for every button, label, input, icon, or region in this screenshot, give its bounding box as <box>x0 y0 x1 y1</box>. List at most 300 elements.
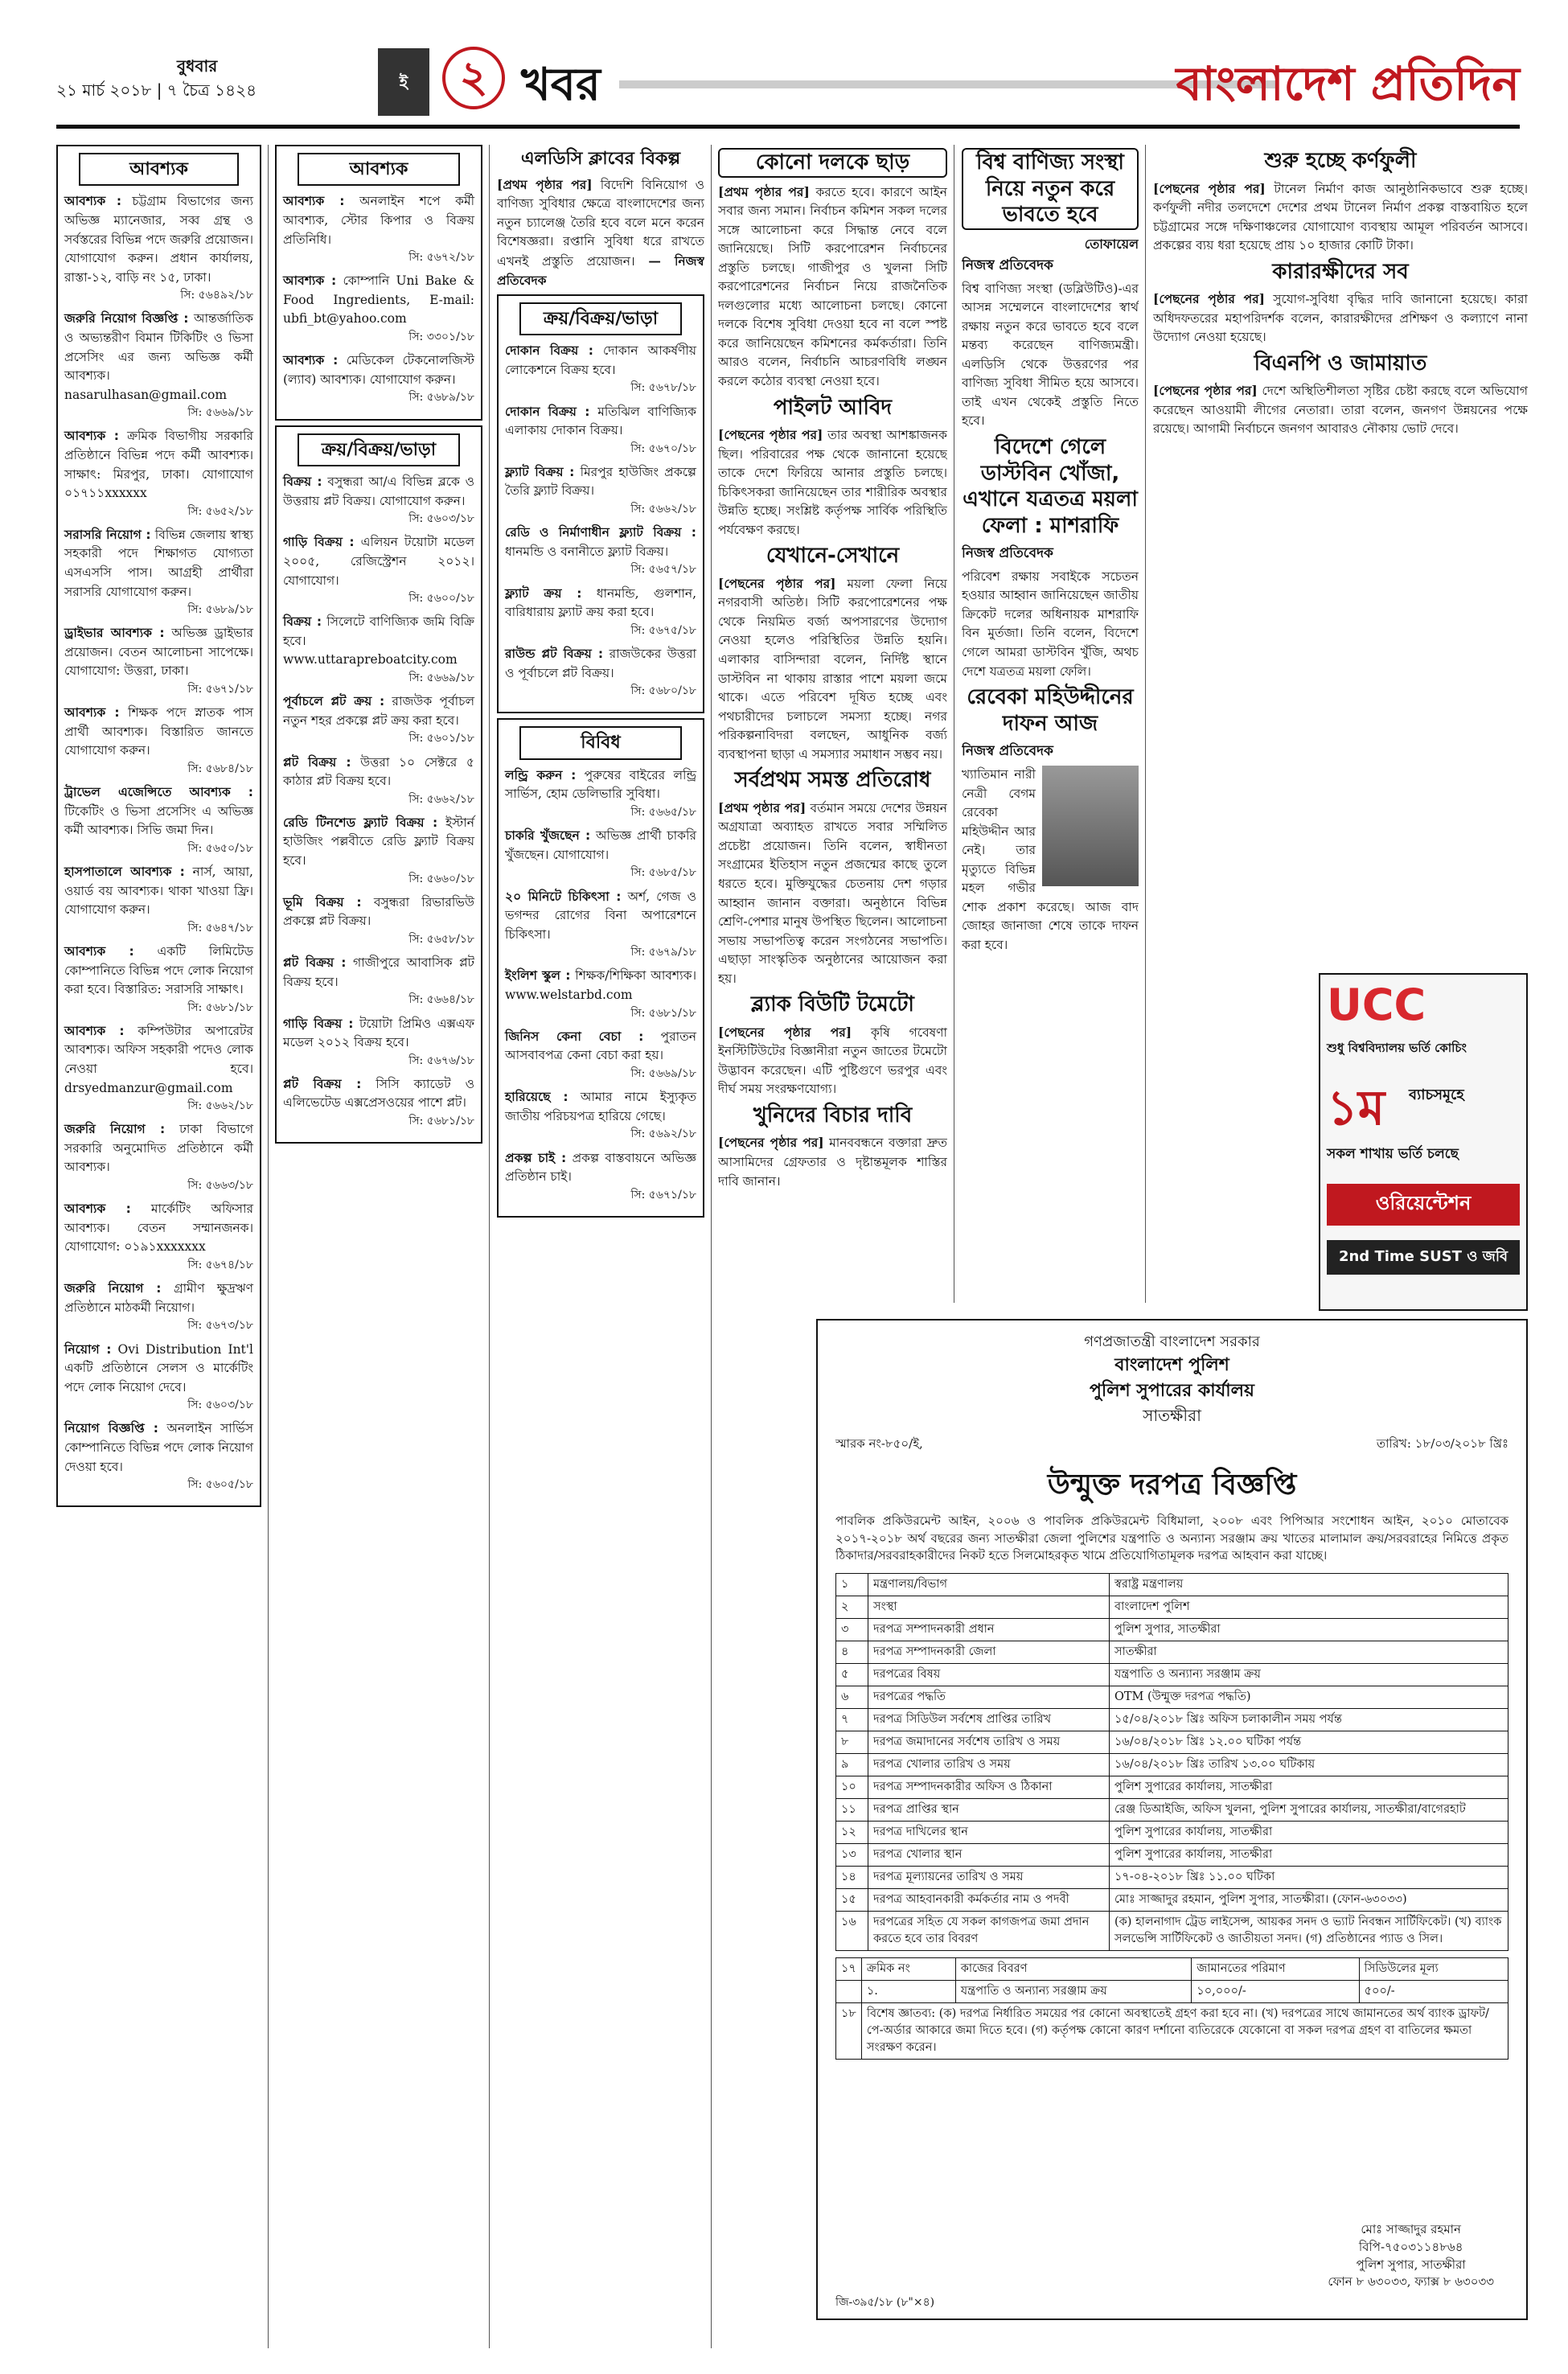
news-col-6 <box>1153 145 1528 965</box>
table-row <box>836 1867 1508 1889</box>
classified-ad <box>64 310 253 421</box>
ad-heading: লন্ড্রি করুন : <box>505 767 577 782</box>
ad-heading: ড্রাইভার আবশ্যক : <box>64 626 165 641</box>
cell: ৫ <box>836 1664 868 1686</box>
ad-orientation: ওরিয়েন্টেশন <box>1327 1184 1520 1226</box>
headline: বিশ্ব বাণিজ্য সংস্থা নিয়ে নতুন করে ভাবতে হবে <box>962 148 1139 230</box>
headline: খুনিদের বিচার দাবি <box>753 1103 913 1127</box>
classified-ad <box>64 704 253 778</box>
ad-text: Ovi Distribution Int'l একটি প্রতিষ্ঠানে সেলস ও মার্কেটিং পদে লোক নিয়োগ দেবে। <box>64 1341 253 1394</box>
ad-text: এলিয়ন টয়োটা মডেল ২০০৫, রেজিস্ট্রেশন ২০১২। যোগাযোগ। <box>283 535 474 588</box>
headline: সর্বপ্রথম সমস্ত প্রতিরোধ <box>734 768 931 793</box>
ad-text: গ্রামীণ ক্ষুদ্রঋণ প্রতিষ্ঠানে মাঠকর্মী নিয়োগ। <box>64 1281 253 1315</box>
ad-ref: সি: ৫৬৮১/১৮ <box>408 1115 474 1128</box>
ad-text: অভিজ্ঞ ড্রাইভার প্রয়োজন। বেতন আলোচনা সাপেক্ষে। যোগাযোগ: উত্তরা, ঢাকা। <box>64 626 253 679</box>
classified-ad <box>64 526 253 618</box>
ad-ref: সি: ৫৬৯২/১৮ <box>630 1127 696 1141</box>
ad-text: অভিজ্ঞ প্রার্থী চাকরি খুঁজছেন। যোগাযোগ। <box>505 828 696 862</box>
headline: ব্ল্যাক বিউটি টমেটো <box>751 992 914 1017</box>
page-number: ২ <box>442 47 505 109</box>
classified-ad <box>283 754 474 808</box>
ad-text: কোম্পানি Uni Bake & Food Ingredients, E-mail: ubfi_bt@yahoo.com <box>283 273 475 327</box>
ad-text: ঢাকা বিভাগে সরকারি অনুমোদিত প্রতিষ্ঠানে কর্মী আবশ্যক। <box>64 1122 253 1175</box>
lead: [প্রথম পৃষ্ঠার পর] <box>718 183 810 199</box>
office-name: পুলিশ সুপারের কার্যালয় <box>1089 1380 1255 1401</box>
reporter: নিজস্ব প্রতিবেদক <box>962 257 1053 273</box>
cell: যন্ত্রপাতি ও অন্যান্য সরঞ্জাম ক্রয় <box>1110 1664 1508 1686</box>
cell: দরপত্র সম্পাদনকারীর অফিস ও ঠিকানা <box>868 1776 1110 1799</box>
cell: সাতক্ষীরা <box>1110 1641 1508 1664</box>
ad-heading: ট্রাভেল এজেন্সিতে আবশ্যক : <box>64 785 253 800</box>
district-name: সাতক্ষীরা <box>1143 1405 1201 1425</box>
story-body: সুযোগ-সুবিধা বৃদ্ধির দাবি জানানো হয়েছে। কারা অধিদফতরের মহাপরিদর্শক বলেন, কারারক্ষীদের প্রশিক্ষণ ও কল্যাণে নানা উদ্যোগ নেওয়া হয়েছে। <box>1153 292 1528 345</box>
ad-text: পুরাতন আসবাবপত্র কেনা বেচা করা হয়। <box>505 1029 696 1063</box>
cell: দরপত্র দাখিলের স্থান <box>868 1822 1110 1844</box>
cell: সংস্থা <box>868 1596 1110 1619</box>
classified-box <box>275 145 482 421</box>
ad-ref: সি: ৫৬৬৫/১৮ <box>630 805 696 819</box>
ad-ref: সি: ৫৬৬২/১৮ <box>187 1099 253 1113</box>
ad-text: কম্পিউটার অপারেটর আবশ্যক। অফিস সহকারী পদেও লোক নেওয়া হবে। drsyedmanzur@gmail.com <box>64 1023 253 1095</box>
box-title: ক্রয়/বিক্রয়/ভাড়া <box>519 302 682 335</box>
ad-text: পুরুষের বাইরের লন্ড্রি সার্ভিস, হোম ডেলিভারি সুবিধা। <box>505 767 696 802</box>
ad-list <box>283 192 474 406</box>
classified-ad <box>505 967 696 1021</box>
classified-col-1 <box>56 145 261 2348</box>
ad-heading: বিক্রয় : <box>283 474 322 490</box>
ad-text: টিকেটিং ও ভিসা প্রসেসিং এ অভিজ্ঞ কর্মী আবশ্যক। সিভি জমা দিন। <box>64 803 253 838</box>
table-row <box>836 1664 1508 1686</box>
classified-ad <box>64 624 253 698</box>
cell: মন্ত্রণালয়/বিভাগ <box>868 1574 1110 1596</box>
classified-ad <box>283 533 474 607</box>
ad-ref: সি: ৫৬৭১/১৮ <box>630 1188 696 1201</box>
signatory-name: মোঃ সাজ্জাদুর রহমান <box>1361 2222 1461 2236</box>
classified-ad <box>505 766 696 821</box>
classified-ad <box>505 403 696 458</box>
ad-code: জি-৩৯৫/১৮ (৮"×৪) <box>835 2295 935 2309</box>
cell: মোঃ সাজ্জাদুর রহমান, পুলিশ সুপার, সাতক্ষীরা। (ফোন-৬৩০৩৩) <box>1110 1889 1508 1912</box>
classified-ad <box>64 1279 253 1334</box>
ad-ref: সি: ৫৬৭২/১৮ <box>408 251 474 265</box>
signatory-post: পুলিশ সুপার, সাতক্ষীরা <box>1356 2257 1466 2272</box>
ad-ref: সি: ৫৬০৫/১৮ <box>187 1478 253 1492</box>
byline: — নিজস্ব প্রতিবেদক <box>497 253 704 289</box>
ad-admission: সকল শাখায় ভর্তি চলছে <box>1327 1146 1459 1162</box>
ad-text: আন্তর্জাতিক ও অভ্যন্তরীণ বিমান টিকিটিং ও ভিসা প্রসেসিং এর জন্য অভিজ্ঞ কর্মী আবশ্যক। nasarulhasan@gmail.com <box>64 311 253 402</box>
cell: ৯ <box>836 1754 868 1776</box>
ad-heading: আবশ্যক : <box>64 943 134 959</box>
lead: [পেছনের পৃষ্ঠার পর] <box>718 427 823 443</box>
cell: ১৩ <box>836 1844 868 1867</box>
story-body: টানেল নির্মাণ কাজ আনুষ্ঠানিকভাবে শুরু হচ্ছে। কর্ণফুলী নদীর তলদেশে দেশের প্রথম টানেল নির্মাণ প্রকল্প বাস্তবায়িত হলে চট্টগ্রামের সঙ্গে দক্ষিণাঞ্চলের যোগাযোগ ব্যবস্থায় আমূল পরিবর্তন আসবে। প্রকল্পের ব্যয় ধরা হয়েছে প্রায় ১০ হাজার কোটি টাকা। <box>1153 181 1528 253</box>
story-body: খ্যাতিমান নারী নেত্রী বেগম রেবেকা মহিউদ্দীন আর নেই। তার মৃত্যুতে বিভিন্ন মহল গভীর শোক প্রকাশ করেছে। আজ বাদ জোহর জানাজা শেষে তাকে দাফন করা হবে। <box>962 766 1139 952</box>
classified-ad <box>505 342 696 396</box>
news-story <box>718 543 947 764</box>
cell: বাংলাদেশ পুলিশ <box>1110 1596 1508 1619</box>
cell: ১ <box>836 1574 868 1596</box>
divider <box>268 145 269 2348</box>
ad-tagline: শুধু বিশ্ববিদ্যালয় ভর্তি কোচিং <box>1327 1041 1467 1055</box>
ad-heading: হারিয়েছে : <box>505 1090 569 1105</box>
ad-ref: সি: ৫৬৭১/১৮ <box>187 682 253 696</box>
classified-ad <box>505 1149 696 1204</box>
table-header-row <box>836 1958 1508 1981</box>
brand-logo: বাংলাদেশ প্রতিদিন <box>1176 56 1520 111</box>
news-story <box>718 148 947 392</box>
ad-heading: ইংলিশ স্কুল : <box>505 968 571 984</box>
memo-line <box>835 1435 1508 1453</box>
classified-ad <box>505 463 696 518</box>
divider <box>711 145 712 2348</box>
ad-ref: সি: ৫৬৬৪/১৮ <box>408 993 474 1007</box>
ad-text: বিভিন্ন জেলায় স্বাস্থ্য সহকারী পদে শিক্ষাগত যোগ্যতা এসএসসি পাস। আগ্রহী প্রার্থীরা সরাসরি যোগাযোগ করুন। <box>64 527 253 599</box>
ad-ref: সি: ৫৬০০/১৮ <box>408 592 474 606</box>
news-story <box>962 684 1139 955</box>
ad-ref: সি: ৫৬৬২/১৮ <box>630 503 696 516</box>
headline: বিএনপি ও জামায়াত <box>1254 351 1427 376</box>
ad-text: গাজীপুরে আবাসিক প্লট বিক্রয় হবে। <box>283 955 474 989</box>
classified-ad <box>283 954 474 1008</box>
box-title: ক্রয়/বিক্রয়/ভাড়া <box>298 433 460 466</box>
cell: দরপত্র সম্পাদনকারী প্রধান <box>868 1619 1110 1641</box>
ad-heading: ভূমি বিক্রয় : <box>283 894 362 910</box>
cell: ১৬ <box>836 1912 868 1951</box>
classified-ad <box>505 827 696 881</box>
story-body: বর্তমান সময়ে দেশের উন্নয়ন অগ্রযাত্রা অব্যাহত রাখতে সবার সম্মিলিত প্রচেষ্টা প্রয়োজন। তিনি বলেন, স্বাধীনতা সংগ্রামের ইতিহাস নতুন প্রজন্মের কাছে তুলে ধরতে হবে। মুক্তিযুদ্ধের চেতনায় দেশ গড়ার আহ্বান জানান বক্তারা। অনুষ্ঠানে বিভিন্ন শ্রেণি-পেশার মানুষ উপস্থিত ছিলেন। আলোচনা সভায় সভাপতিত্ব করেন সংগঠনের সভাপতি। এছাড়া সাংস্কৃতিক অনুষ্ঠানের আয়োজন করা হয়। <box>718 800 947 986</box>
story-body: বিদেশি বিনিয়োগ ও বাণিজ্য সুবিধার ক্ষেত্রে বাংলাদেশের জন্য নতুন চ্যালেঞ্জ তৈরি হবে বলে মনে করেন বিশেষজ্ঞরা। রপ্তানি সুবিধা ধরে রাখতে এখনই প্রস্তুতি প্রয়োজন। <box>497 177 704 269</box>
classified-ad <box>64 1200 253 1274</box>
classified-ad <box>283 1075 474 1130</box>
ad-text: বসুন্ধরা আ/এ বিভিন্ন ব্লকে ও উত্তরায় প্লট বিক্রয়। যোগাযোগ করুন। <box>283 474 474 508</box>
cell: ৫০০/- <box>1359 1981 1508 2003</box>
ad-footer: 2nd Time SUST ও জবি <box>1327 1240 1520 1275</box>
news-story <box>718 767 947 988</box>
ad-ref: সি: ৫৬৮৫/১৮ <box>630 866 696 880</box>
ad-list <box>505 766 696 1204</box>
ad-text: ক্রমিক বিভাগীয় সরকারি প্রতিষ্ঠানে বিভিন্ন পদে কর্মী আবশ্যক। সাক্ষাৎ: মিরপুর, ঢাকা। যোগাযোগ ০১৭১১xxxxxx <box>64 429 253 501</box>
ad-ref: সি: ৫৬৬৯/১৮ <box>408 671 474 684</box>
cell: ৭ <box>836 1709 868 1731</box>
cell: দরপত্র আহবানকারী কর্মকর্তার নাম ও পদবী <box>868 1889 1110 1912</box>
ad-ref: সি: ৫৬৭৯/১৮ <box>630 946 696 959</box>
ad-ref: সি: ৫৬৮০/১৮ <box>630 684 696 698</box>
notice-title: উন্মুক্ত দরপত্র বিজ্ঞপ্তি <box>1047 1468 1297 1501</box>
news-story <box>1153 351 1528 439</box>
section-title: খবর <box>521 59 601 111</box>
reporter: নিজস্ব প্রতিবেদক <box>962 545 1053 562</box>
ad-ref: সি: ৫৬৮৯/১৮ <box>187 603 253 617</box>
news-story <box>1153 259 1528 347</box>
ad-heading: ফ্ল্যাট ক্রয় : <box>505 585 582 601</box>
cell: পুলিশ সুপারের কার্যালয়, সাতক্ষীরা <box>1110 1776 1508 1799</box>
classified-ad <box>64 1419 253 1493</box>
ad-heading: আবশ্যক : <box>283 353 339 368</box>
story-body: কৃষি গবেষণা ইনস্টিটিউটের বিজ্ঞানীরা নতুন জাতের টমেটো উদ্ভাবন করেছেন। এটি পুষ্টিগুণে ভরপুর এবং দীর্ঘ সময় সংরক্ষণযোগ্য। <box>718 1025 947 1097</box>
cell: জামানতের পরিমাণ <box>1192 1958 1359 1981</box>
ad-heading: প্লট বিক্রয় : <box>283 1076 362 1091</box>
divider <box>1145 145 1146 1303</box>
table-row <box>836 1596 1508 1619</box>
cell: (ক) হালনাগাদ ট্রেড লাইসেন্স, আয়কর সনদ ও ভ্যাট নিবন্ধন সার্টিফিকেট। (খ) ব্যাংক সলভেন্সি সার্টিফিকেট ও জাতীয়তা সনদ। (গ) প্রতিষ্ঠানের প্যাড ও সিল। <box>1110 1912 1508 1951</box>
classified-ad <box>505 1028 696 1082</box>
news-col-5 <box>962 145 1139 1303</box>
cell: দরপত্রের সহিত যে সকল কাগজপত্র জমা প্রদান করতে হবে তার বিবরণ <box>868 1912 1110 1951</box>
reporter: নিজস্ব প্রতিবেদক <box>962 743 1053 760</box>
cell: ১০ <box>836 1776 868 1799</box>
classified-ad <box>64 863 253 937</box>
ad-text: অনলাইন সার্ভিস কোম্পানিতে বিভিন্ন পদে লোক নিয়োগ দেওয়া হবে। <box>64 1421 253 1474</box>
ad-text: রাজউকের উত্তরা ও পূর্বাচলে প্লট বিক্রয়। <box>505 647 696 680</box>
story-body: ময়লা ফেলা নিয়ে নগরবাসী অতিষ্ঠ। সিটি করপোরেশনের পক্ষ থেকে নিয়মিত বর্জ্য অপসারণের উদ্যোগ নেওয়া হলেও পরিস্থিতির উন্নতি হয়নি। এলাকার বাসিন্দারা বলেন, নির্দিষ্ট স্থানে ডাস্টবিন না থাকায় রাস্তার পাশে ময়লা জমে থাকে। এতে পরিবেশ দূষিত হচ্ছে এবং পথচারীদের চলাচলে সমস্যা হচ্ছে। নগর পরিকল্পনাবিদরা বলছেন, আধুনিক বর্জ্য ব্যবস্থাপনা ছাড়া এ সমস্যার সমাধান সম্ভব নয়। <box>718 576 947 762</box>
cell: ১৫ <box>836 1889 868 1912</box>
cell: ৩ <box>836 1619 868 1641</box>
ad-ref: সি: ৫৬৮৯/১৮ <box>408 391 474 405</box>
ad-text: টয়োটা প্রিমিও এক্সএফ মডেল ২০১২ বিক্রয় হবে। <box>283 1016 474 1050</box>
signature-block <box>1328 2221 1494 2291</box>
terms-cell: বিশেষ জ্ঞাতব্য: (ক) দরপত্র নির্ধারিত সময়ের পর কোনো অবস্থাতেই গ্রহণ করা হবে না। (খ) দরপত্রের সাথে জামানতের অর্থ ব্যাংক ড্রাফট/পে-অর্ডার আকারে জমা দিতে হবে। (গ) কর্তৃপক্ষ কোনো কারণ দর্শানো ব্যতিরেকে যেকোনো বা সকল দরপত্র গ্রহণ বা বাতিলের ক্ষমতা সংরক্ষণ করেন। <box>861 2003 1508 2060</box>
ad-heading: সরাসরি নিয়োগ : <box>64 527 151 542</box>
ad-text: রাজউক পূর্বাচল নতুন শহর প্রকল্পে প্লট ক্রয় করা হবে। <box>283 694 475 728</box>
ad-heading: আবশ্যক : <box>283 273 337 289</box>
ad-ref: সি: ৫৬০৩/১৮ <box>408 512 474 526</box>
cell: ১৪ <box>836 1867 868 1889</box>
ad-text: সিলেটে বাণিজ্যিক জমি বিক্রি হবে। www.uttarapreboatcity.com <box>283 614 475 667</box>
table-row <box>836 1799 1508 1822</box>
classified-ad <box>283 692 474 747</box>
story-body: করতে হবে। কারণে আইন সবার জন্য সমান। নির্বাচন কমিশন সকল দলের সঙ্গে আলোচনা করে সিদ্ধান্ত নেবে বলে জানিয়েছে। সিটি করপোরেশন নির্বাচনের প্রস্তুতি চলছে। গাজীপুর ও খুলনা সিটি করপোরেশনের নির্বাচন নিয়ে রাজনৈতিক দলগুলোর মধ্যে আলোচনা চলছে। কোনো দলকে বিশেষ সুবিধা দেওয়া হবে না বলে স্পষ্ট করে জানিয়েছেন কমিশনের কর্মকর্তারা। তিনি আরও বলেন, নির্বাচনি আচরণবিধি লঙ্ঘন করলে কঠোর ব্যবস্থা নেওয়া হবে। <box>718 184 947 388</box>
cell: ক্রমিক নং <box>861 1958 955 1981</box>
news-story <box>962 434 1139 681</box>
ad-ref: সি: ৫৬৭৪/১৮ <box>187 1258 253 1271</box>
lead: [প্রথম পৃষ্ঠার পর] <box>497 176 593 192</box>
headline: পাইলট আবিদ <box>773 395 893 420</box>
classified-ad <box>283 351 474 406</box>
ad-text: উত্তরা ১০ সেক্টরে ৫ কাঠার প্লট বিক্রয় হবে। <box>283 754 474 789</box>
ad-heading: প্রকল্প চাই : <box>505 1150 567 1165</box>
byline: তোফায়েল <box>1084 236 1139 252</box>
ad-text: দোকান আকর্ষণীয় লোকেশনে বিক্রয় হবে। <box>505 343 696 377</box>
ad-heading: জরুরি নিয়োগ : <box>64 1122 166 1137</box>
cell: দরপত্র খোলার স্থান <box>868 1844 1110 1867</box>
ad-heading: আবশ্যক : <box>64 194 122 209</box>
classified-ad <box>64 943 253 1017</box>
ad-ref: সি: ৫৬৮১/১৮ <box>187 1000 253 1014</box>
cell: রেঞ্জ ডিআইজি, অফিস খুলনা, পুলিশ সুপারের কার্যালয়, সাতক্ষীরা/বাগেরহাট <box>1110 1799 1508 1822</box>
ad-heading: হাসপাতালে আবশ্যক : <box>64 865 185 880</box>
classified-box <box>275 425 482 1144</box>
classified-box <box>497 294 704 714</box>
ad-ref: সি: ৫৬৬৩/১৮ <box>187 1178 253 1192</box>
cell: সিডিউলের মূল্য <box>1359 1958 1508 1981</box>
classified-ad <box>64 1341 253 1415</box>
classified-ad <box>64 783 253 857</box>
notice-intro: পাবলিক প্রকিউরমেন্ট আইন, ২০০৬ ও পাবলিক প্রকিউরমেন্ট বিধিমালা, ২০০৮ এবং পিপিআর সংশোধন আইন, ২০১০ মোতাবেক ২০১৭-২০১৮ অর্থ বছরের জন্য সাতক্ষীরা জেলা পুলিশের যন্ত্রপাতি ও অন্যান্য সরঞ্জাম ক্রয় খাতের মালামাল ক্রয়/সরবরাহের নিমিত্তে প্রকৃত ঠিকাদার/সরবরাহকারীদের নিকট হতে সিলমোহরকৃত খামে প্রতিযোগিতামূলক দরপত্র আহবান করা যাচ্ছে। <box>835 1513 1508 1563</box>
cell: পুলিশ সুপার, সাতক্ষীরা <box>1110 1619 1508 1641</box>
ad-heading: জরুরি নিয়োগ বিজ্ঞপ্তি : <box>64 311 189 327</box>
cell: ৬ <box>836 1686 868 1709</box>
cell: ১. <box>861 1981 955 2003</box>
ad-text: একটি লিমিটেড কোম্পানিতে বিভিন্ন পদে লোক নিয়োগ করা হবে। বিস্তারিত: সরাসরি সাক্ষাৎ। <box>64 943 253 997</box>
ad-heading: নিয়োগ বিজ্ঞপ্তি : <box>64 1421 158 1436</box>
table-row <box>836 1889 1508 1912</box>
cell: ১১ <box>836 1799 868 1822</box>
classified-box <box>497 718 704 1218</box>
cell: যন্ত্রপাতি ও অন্যান্য সরঞ্জাম ক্রয় <box>955 1981 1192 2003</box>
ad-ref: সি: ৫৬৭৬/১৮ <box>408 1054 474 1067</box>
ad-heading: আবশ্যক : <box>64 1201 131 1217</box>
ad-ref: সি: ৫৬০১/১৮ <box>408 732 474 745</box>
ad-heading: রেডি ও নির্মাণাধীন ফ্ল্যাট বিক্রয় : <box>505 525 696 540</box>
table-row <box>836 1574 1508 1596</box>
lead: [পেছনের পৃষ্ঠার পর] <box>1153 180 1266 196</box>
ad-ref: সি: ৫৬৪৯২/১৮ <box>180 289 253 302</box>
ad-text: চট্টগ্রাম বিভাগের জন্য অভিজ্ঞ ম্যানেজার, সব্ব গ্রন্থ ও সর্বস্তরের বিভিন্ন পদে জরুরি প্রয়োজন। যোগাযোগ করুন। প্রধান কার্যালয়, রাস্তা-১২, বাড়ি নং ১৫, ঢাকা। <box>64 194 253 285</box>
memo-number: স্মারক নং-৮৫০/ই, <box>835 1435 923 1451</box>
weekday: বুধবার <box>177 56 218 76</box>
cell: কাজের বিবরণ <box>955 1958 1192 1981</box>
ad-text: ধানমন্ডি ও বনানীতে ফ্ল্যাট বিক্রয়। <box>505 544 669 559</box>
news-story <box>962 148 1139 431</box>
gov-name: গণপ্রজাতন্ত্রী বাংলাদেশ সরকার <box>1084 1333 1260 1350</box>
headline: এলডিসি ক্লাবের বিকল্প <box>520 149 681 169</box>
classified-box <box>56 145 261 1507</box>
news-story <box>718 395 947 540</box>
ad-text: মার্কেটিং অফিসার আবশ্যক। বেতন সম্মানজনক। যোগাযোগ: ০১৯১xxxxxxx <box>64 1201 253 1255</box>
table-row <box>836 1776 1508 1799</box>
lead: [পেছনের পৃষ্ঠার পর] <box>718 1135 824 1151</box>
classified-col-3 <box>497 145 704 2348</box>
ad-ref: সি: ৫৬৫০/১৮ <box>187 841 253 855</box>
lead: [পেছনের পৃষ্ঠার পর] <box>718 575 836 591</box>
table-row <box>836 1641 1508 1664</box>
ad-ref: সি: ৫৬৫২/১৮ <box>187 504 253 518</box>
ad-heading: জরুরি নিয়োগ : <box>64 1281 162 1296</box>
story-body: পরিবেশ রক্ষায় সবাইকে সচেতন হওয়ার আহ্বান জানিয়েছেন জাতীয় ক্রিকেট দলের অধিনায়ক মাশরাফি বিন মুর্তজা। তিনি বলেন, বিদেশে গেলে আমরা ডাস্টবিন খুঁজি, অথচ দেশে যত্রতত্র ময়লা ফেলি। <box>962 569 1139 679</box>
divider <box>489 145 490 2348</box>
news-story <box>1153 148 1528 256</box>
ad-heading: প্লট বিক্রয় : <box>283 955 347 971</box>
cell: ১০,০০০/- <box>1192 1981 1359 2003</box>
story-body: তার অবস্থা আশঙ্কাজনক ছিল। পরিবারের পক্ষ থেকে জানানো হয়েছে তাকে দেশে ফিরিয়ে আনার প্রস্তুতি চলছে। চিকিৎসকরা জানিয়েছেন তার শারীরিক অবস্থার উন্নতি হচ্ছে। সংশ্লিষ্ট কর্তৃপক্ষ সার্বিক পরিস্থিতি পর্যবেক্ষণ করছে। <box>718 428 947 537</box>
ad-text: বসুন্ধরা রিভারভিউ প্রকল্পে প্লট বিক্রয়। <box>283 894 474 929</box>
box-title: আবশ্যক <box>79 153 239 186</box>
ad-ref: সি: ৫৬৬০/১৮ <box>408 872 474 885</box>
section-mark-icon: ই <box>378 48 429 116</box>
news-story <box>718 992 947 1099</box>
cell: দরপত্র মূল্যায়নের তারিখ ও সময় <box>868 1867 1110 1889</box>
ad-heading: জিনিস কেনা বেচা : <box>505 1029 644 1044</box>
ad-heading: রাউন্ড প্লট বিক্রয় : <box>505 647 604 662</box>
cell: দরপত্র প্রাপ্তির স্থান <box>868 1799 1110 1822</box>
signatory-phone: ফোন ৮ ৬৩০৩৩, ফ্যাক্স ৮ ৬৩০৩৩ <box>1328 2274 1494 2290</box>
ad-heading: দোকান বিক্রয় : <box>505 343 593 359</box>
classified-ad <box>283 613 474 687</box>
ad-heading: আবশ্যক : <box>283 194 345 209</box>
cell: ১৬/০৪/২০১৮ খ্রিঃ তারিখ ১৩.০০ ঘটিকায় <box>1110 1754 1508 1776</box>
cell: ১৮ <box>836 2003 862 2060</box>
classified-ad <box>283 192 474 266</box>
classified-ad <box>64 192 253 304</box>
ad-heading: পূর্বাচলে প্লট ক্রয় : <box>283 694 385 709</box>
tender-notice <box>816 1319 1528 2320</box>
ad-ref: সি: ৫৬৭৩/১৮ <box>187 1319 253 1333</box>
cell: ১৬/০৪/২০১৮ খ্রিঃ ১২.০০ ঘটিকা পর্যন্ত <box>1110 1731 1508 1754</box>
ad-ref: সি: ৫৬৮১/১৮ <box>630 1006 696 1020</box>
portrait-photo <box>1042 766 1139 886</box>
cell: ১২ <box>836 1822 868 1844</box>
ad-text: শিক্ষক/শিক্ষিকা আবশ্যক। www.welstarbd.com <box>505 968 696 1002</box>
ad-text: সিসি ক্যাডেট ও এলিভেটেড এক্সপ্রেসওয়ের পাশে প্লট। <box>283 1076 474 1111</box>
box-title: আবশ্যক <box>298 153 460 186</box>
ad-text: ধানমন্ডি, গুলশান, বারিধারায় ফ্ল্যাট ক্রয় করা হবে। <box>505 585 696 620</box>
ad-heading: প্লট বিক্রয় : <box>283 754 351 770</box>
cell: ১৭ <box>836 1958 862 1981</box>
ad-batch: ব্যাচসমূহে <box>1409 1086 1464 1103</box>
lead: [প্রথম পৃষ্ঠার পর] <box>718 799 807 815</box>
cell: ১৭-০৪-২০১৮ খ্রিঃ ১১.০০ ঘটিকা <box>1110 1867 1508 1889</box>
table-row <box>836 1731 1508 1754</box>
ad-ref: সি: ৫৬৫৭/১৮ <box>630 563 696 577</box>
org-name: বাংলাদেশ পুলিশ <box>1114 1355 1229 1376</box>
ad-ref: সি: ৫৬৬৯/১৮ <box>187 406 253 420</box>
headline: রেবেকা মহিউদ্দীনের দাফন আজ <box>967 685 1134 736</box>
ad-text: শিক্ষক পদে স্নাতক পাস প্রার্থী আবশ্যক। বিস্তারিত জানতে যোগাযোগ করুন। <box>64 705 253 758</box>
ad-heading: গাড়ি বিক্রয় : <box>283 1016 354 1031</box>
ad-ref: সি: ৫৬৮৪/১৮ <box>187 762 253 775</box>
signatory-id: বিপি-৭৫০৩১১৪৮৬৪ <box>1358 2239 1463 2254</box>
cell: পুলিশ সুপারের কার্যালয়, সাতক্ষীরা <box>1110 1844 1508 1867</box>
news-story <box>497 148 704 291</box>
table-row <box>836 1619 1508 1641</box>
cell <box>836 1981 862 2003</box>
table-row <box>836 1912 1508 1951</box>
ad-text: অনলাইন শপে কর্মী আবশ্যক, স্টোর কিপার ও বিক্রয় প্রতিনিধি। <box>283 194 474 247</box>
classified-ad <box>505 585 696 639</box>
ad-list <box>64 192 253 1493</box>
table-row <box>836 1686 1508 1709</box>
classified-ad <box>505 1088 696 1143</box>
security-table <box>835 1957 1508 2060</box>
ad-heading: বিক্রয় : <box>283 614 322 630</box>
ad-text: ইস্টার্ন হাউজিং পল্লবীতে রেডি ফ্ল্যাট বিক্রয় হবে। <box>283 815 474 869</box>
ad-heading: আবশ্যক : <box>64 429 119 444</box>
classified-ad <box>64 1120 253 1194</box>
cell: দরপত্র জমাদানের সর্বশেষ তারিখ ও সময় <box>868 1731 1110 1754</box>
ad-heading: আবশ্যক : <box>64 1023 125 1038</box>
classified-ad <box>64 427 253 520</box>
ad-heading: দোকান বিক্রয় : <box>505 404 590 419</box>
ad-ref: সি: ৫৬৭৮/১৮ <box>630 381 696 395</box>
cell: ২ <box>836 1596 868 1619</box>
cell: দরপত্র সিডিউল সর্বশেষ প্রাপ্তির তারিখ <box>868 1709 1110 1731</box>
classified-ad <box>505 524 696 578</box>
cell: ৪ <box>836 1641 868 1664</box>
ad-list <box>283 473 474 1130</box>
ad-ref: সি: ৫৬৭৫/১৮ <box>630 623 696 637</box>
classified-ad <box>505 645 696 700</box>
cell: OTM (উন্মুক্ত দরপত্র পদ্ধতি) <box>1110 1686 1508 1709</box>
ad-heading: গাড়ি বিক্রয় : <box>283 535 355 550</box>
cell: পুলিশ সুপারের কার্যালয়, সাতক্ষীরা <box>1110 1822 1508 1844</box>
cell: দরপত্রের বিষয় <box>868 1664 1110 1686</box>
box-title: বিবিধ <box>519 726 682 759</box>
cell: স্বরাষ্ট্র মন্ত্রণালয় <box>1110 1574 1508 1596</box>
coaching-advertisement <box>1319 973 1528 1311</box>
story-body: দেশে অস্থিতিশীলতা সৃষ্টির চেষ্টা করছে বলে অভিযোগ করেছেন আওয়ামী লীগের নেতারা। তারা বলেন, জনগণ উন্নয়নের পক্ষে রয়েছে। আগামী নির্বাচনে জনগণ আবারও নৌকায় ভোট দেবে। <box>1153 384 1528 437</box>
ad-text: অর্শ, গেজ ও ভগন্দর রোগের বিনা অপারেশনে চিকিৎসা। <box>505 889 696 942</box>
ad-heading: রেডি টিনশেড ফ্ল্যাট বিক্রয় : <box>283 815 438 830</box>
